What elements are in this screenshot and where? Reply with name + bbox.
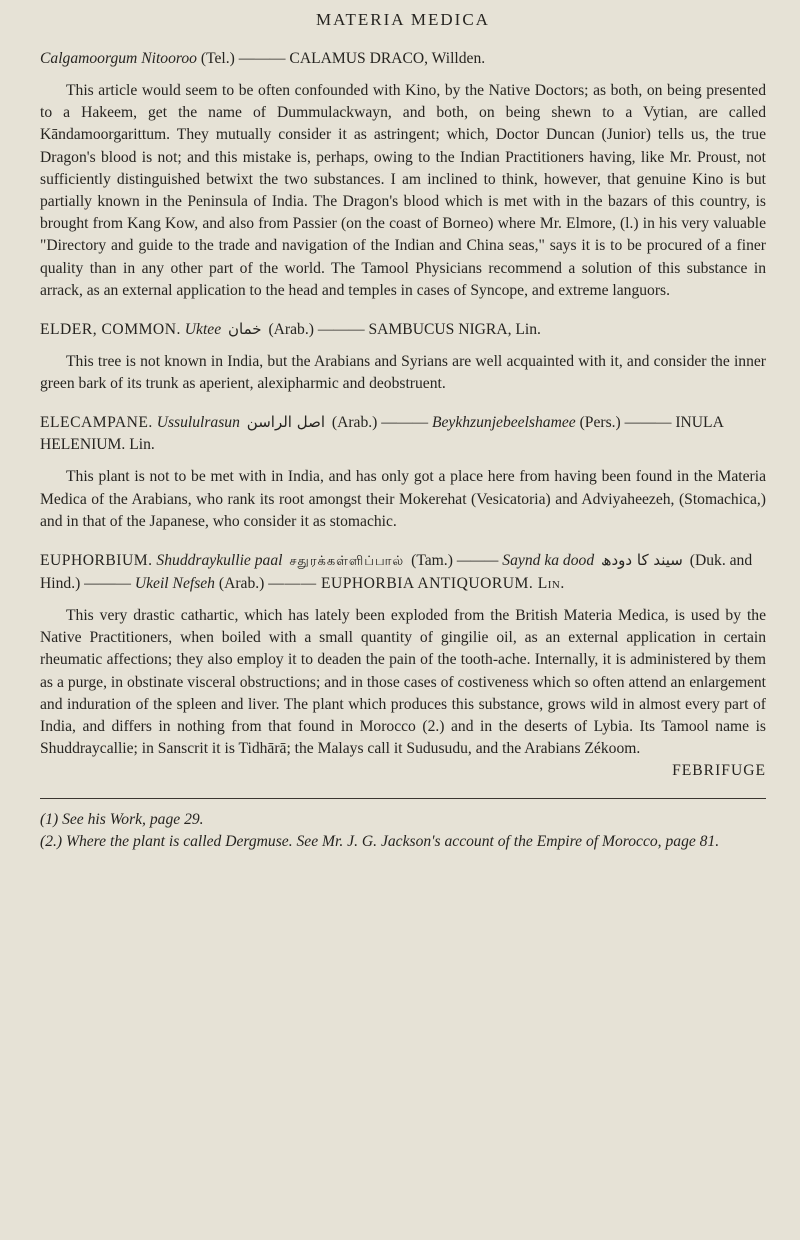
native-name: Calgamoorgum Nitooroo [40, 50, 197, 67]
entry-heading [40, 318, 766, 341]
footnote: (1) See his Work, page 29. [40, 811, 204, 829]
latin-name: (Arab.) ——— SAMBUCUS NIGRA, Lin. [268, 321, 541, 339]
dukhanie-name: ——— Saynd ka dood [456, 552, 595, 570]
entry-body: This article would seem to be often confounded with Kino, by the Native Doctors; as both, on being presented to a Hakeem, get the name of Dummulackwayn, and both, on being shewn to a Vytian, are called Kāndamoorgarittum. They mutually consider it as astringent; which, Doctor Duncan (Junior) tells us, the true Dragon's blood is not; and this mistake is, perhaps, owing to the Indian Practitioners having, like Mr. Proust, not sufficiently distinguished betwixt the two substances. I am inclined to think, however, that genuine Kino is but partially known in the Peninsula of India. The Dragon's blood which is met with in the bazars of this country, is brought from Kang Kow, and also from Passier (on the coast of Borneo) where Mr. Elmore, (l.) in his very valuable "Directory and guide to the trade and navigation of the Indian and China seas," says it is to be procured of a finer quality than in any other part of the world. The Tamool Physicians recommend a solution of this substance in arrack, as an external application to the head and temples in cases of Syncope, and extreme languors. [40, 82, 766, 299]
entry-title: ELDER, COMMON. [40, 321, 181, 339]
entry-dragons-blood [40, 48, 766, 302]
native-name: Uktee [184, 321, 222, 339]
latin-name: ——— EUPHORBIA ANTIQUORUM. Lin. [268, 575, 565, 593]
entry-euphorbium [40, 549, 766, 782]
running-head: MATERIA MEDICA [316, 10, 490, 29]
entry-title: EUPHORBIUM. [40, 552, 153, 570]
entry-heading [40, 48, 766, 70]
arabic-name: اصل الراسن [246, 413, 325, 432]
latin-name: (Pers.) ——— INULA HELENIUM. Lin. [40, 414, 723, 454]
tamil-name: சதுரக்கள்ளிப்பால் [289, 554, 405, 570]
native-name: Ussululrasun [156, 414, 240, 432]
arabic-name: سیند کا دودھ [601, 551, 683, 570]
entry-heading [40, 411, 766, 456]
arabic-transliteration: Ukeil Nefseh [134, 575, 215, 593]
persian-name: Beykhzunjebeelshamee [431, 414, 576, 432]
arabic-name: خمان [228, 320, 262, 339]
language-tag: (Tam.) [411, 552, 453, 570]
entry-heading [40, 549, 766, 595]
footnotes [40, 809, 766, 853]
language-tag: (Arab.) [218, 575, 265, 593]
entry-body: This plant is not to be met with in India, and has only got a place here from having been found in the Materia Medica of the Arabians, who rank its root amongst their Mokerehat (Vesicatoria) and Adviyaheezeh, (Stomachica,) and in that of the Japanese, who consider it as stomachic. [40, 468, 766, 530]
footnote-rule [40, 798, 766, 799]
latin-name: (Tel.) ——— CALAMUS DRACO, Willden. [200, 50, 486, 67]
entry-title: ELECAMPANE. [40, 414, 153, 432]
entry-body: This tree is not known in India, but the Arabians and Syrians are well acquainted with it, and consider the inner green bark of its trunk as aperient, alexipharmic and deobstruent. [40, 353, 766, 393]
entry-elder [40, 318, 766, 395]
native-name: Shuddraykullie paal [156, 552, 283, 570]
catchword: FEBRIFUGE [672, 762, 766, 780]
footnote: (2.) Where the plant is called Dergmuse. See Mr. J. G. Jackson's account of the Empire of Morocco, page 81. [40, 833, 720, 851]
entry-body: This very drastic cathartic, which has lately been exploded from the British Materia Medica, is used by the Native Practitioners, when boiled with a small quantity of gingilie oil, as an external application in certain rheumatic affections; they also employ it to deaden the pain of the tooth-ache. Internally, it is administered by them as a purge, in obstinate visceral obstructions; and in those cases of costiveness which so often attend an enlargement and induration of the spleen and liver. The plant which produces this substance, grows wild in almost every part of India, and differs in nothing from that found in Morocco (2.) and in the deserts of Lybia. Its Tamool name is Shuddraycallie; in Sanscrit it is Tidhārā; the Malays call it Sudusudu, and the Arabians Zékoom. [40, 607, 766, 758]
language-tag: (Arab.) ——— [331, 414, 429, 432]
language-tag: (Duk. and Hind.) ——— [40, 552, 753, 593]
entry-elecampane [40, 411, 766, 533]
